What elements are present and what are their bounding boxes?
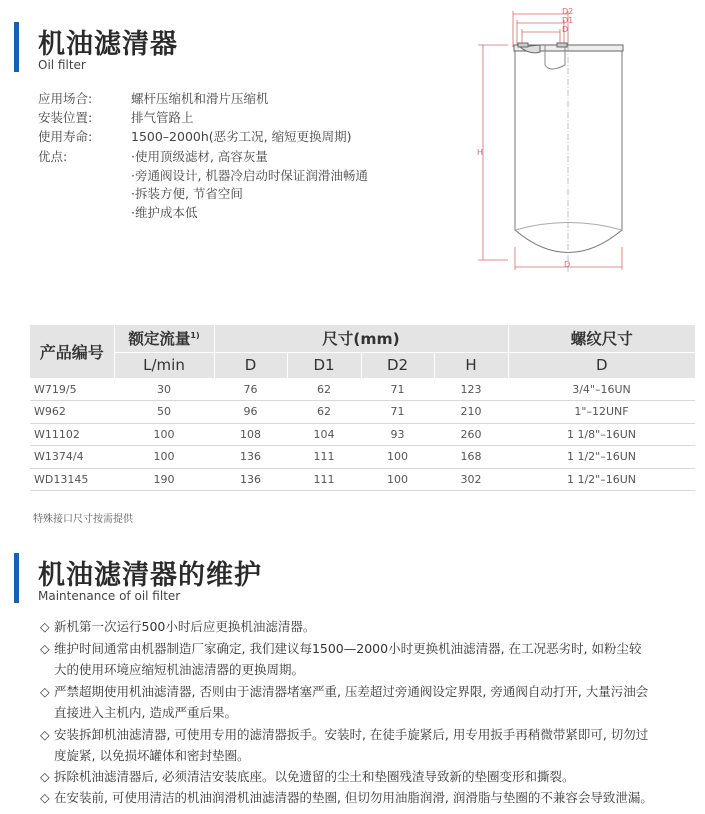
spec-advantages	[38, 147, 130, 165]
diamond-bullet-icon: ◇	[40, 727, 50, 742]
col-product	[30, 325, 114, 378]
advantage-item: ·旁通阀设计, 机器冷启动时保证润滑油畅通	[131, 168, 368, 183]
maintenance-text-cont: 度旋紧, 以免损坏罐体和密封垫圈。	[54, 748, 250, 763]
spec-table	[30, 325, 695, 491]
table-note: 特殊接口尺寸按需提供	[33, 514, 133, 525]
col-flow-footnote: 1)	[190, 331, 200, 341]
spec-label: 应用场合:	[38, 91, 93, 106]
advantage-item: ·拆装方便, 节省空间	[131, 186, 243, 201]
cell-flow: 30	[114, 378, 214, 401]
spec-value: 螺杆压缩机和滑片压缩机	[131, 91, 269, 106]
cell-d1: 62	[287, 401, 361, 424]
maintenance-text: 维护时间通常由机器制造厂家确定, 我们建议每1500—2000小时更换机油滤清器, 在工况恶劣时, 如粉尘较	[54, 641, 642, 656]
spec-value: 1500–2000h(恶劣工况, 缩短更换周期)	[131, 129, 352, 144]
maintenance-item	[40, 638, 700, 660]
table-row	[30, 446, 695, 469]
cell-flow: 100	[114, 423, 214, 446]
section-subtitle: Maintenance of oil filter	[38, 589, 181, 603]
dim-label-d2: D2	[562, 7, 574, 16]
cell-d1: 104	[287, 423, 361, 446]
diamond-bullet-icon: ◇	[40, 769, 50, 784]
cell-d2: 71	[361, 378, 434, 401]
maintenance-text: 严禁超期使用机油滤清器, 否则由于滤清器堵塞严重, 压差超过旁通阀设定界限, 旁通阀自动打开, 大量污油会	[54, 684, 649, 699]
cell-h: 168	[434, 446, 508, 469]
maintenance-text-cont: 直接进入主机内, 造成严重后果。	[54, 705, 237, 720]
col-thread	[508, 325, 695, 352]
cell-thread: 1 1/2"–16UN	[508, 446, 695, 469]
table-row	[30, 468, 695, 491]
cell-d: 136	[214, 468, 287, 491]
maintenance-text-cont: 大的使用环境应缩短机油滤清器的更换周期。	[54, 662, 305, 677]
diamond-bullet-icon: ◇	[40, 641, 50, 656]
cell-d1: 62	[287, 378, 361, 401]
section-title: 机油滤清器的维护	[38, 560, 262, 591]
cell-flow: 190	[114, 468, 214, 491]
cell-thread: 1 1/8"–16UN	[508, 423, 695, 446]
cell-thread: 1 1/2"–16UN	[508, 468, 695, 491]
maintenance-text: 新机第一次运行500小时后应更换机油滤清器。	[54, 619, 316, 634]
cell-thread: 3/4"–16UN	[508, 378, 695, 401]
spec-life	[38, 127, 352, 145]
maintenance-text: 安装拆卸机油滤清器, 可使用专用的滤清器扳手。安装时, 在徒手旋紧后, 用专用扳手再稍微带紧即可, 切勿过	[54, 727, 649, 742]
section-accent-bar	[14, 553, 19, 603]
cell-flow: 50	[114, 401, 214, 424]
spec-location	[38, 108, 194, 126]
maintenance-item	[40, 616, 700, 638]
cell-model: W11102	[30, 423, 114, 446]
maintenance-item	[40, 787, 700, 809]
spec-label: 优点:	[38, 149, 68, 164]
spec-label: 安装位置:	[38, 110, 93, 125]
cell-thread: 1"–12UNF	[508, 401, 695, 424]
table-row	[30, 378, 695, 401]
diamond-bullet-icon: ◇	[40, 684, 50, 699]
cell-h: 260	[434, 423, 508, 446]
table-row	[30, 401, 695, 424]
page-subtitle: Oil filter	[38, 58, 86, 72]
spec-application	[38, 89, 269, 107]
cell-d2: 71	[361, 401, 434, 424]
oil-filter-diagram	[470, 5, 630, 280]
col-h: H	[434, 352, 508, 378]
col-size-label: 尺寸(mm)	[322, 330, 400, 349]
dim-label-h: H	[477, 148, 484, 157]
cell-h: 302	[434, 468, 508, 491]
diamond-bullet-icon: ◇	[40, 619, 50, 634]
col-d1: D1	[287, 352, 361, 378]
cell-d1: 111	[287, 446, 361, 469]
dim-label-d: D	[562, 25, 569, 34]
maintenance-text: 拆除机油滤清器后, 必须清洁安装底座。以免遗留的尘土和垫圈残渣导致新的垫圈变形和撕裂。	[54, 769, 575, 784]
cell-flow: 100	[114, 446, 214, 469]
advantage-item: ·维护成本低	[131, 205, 198, 220]
table-row	[30, 423, 695, 446]
cell-d1: 111	[287, 468, 361, 491]
cell-d2: 100	[361, 446, 434, 469]
page-title: 机油滤清器	[38, 29, 178, 60]
advantage-item: ·使用顶级滤材, 高容灰量	[131, 149, 268, 164]
col-thread-d: D	[508, 352, 695, 378]
col-d2: D2	[361, 352, 434, 378]
maintenance-item	[40, 681, 700, 703]
col-flow-unit: L/min	[114, 352, 214, 378]
cell-d: 108	[214, 423, 287, 446]
cell-d: 96	[214, 401, 287, 424]
col-size	[214, 325, 508, 352]
col-product-label: 产品编号	[39, 343, 104, 362]
cell-model: W719/5	[30, 378, 114, 401]
cell-d2: 100	[361, 468, 434, 491]
maintenance-item	[40, 766, 700, 788]
section-accent-bar	[14, 22, 19, 72]
dim-label-d-bottom: D	[564, 260, 571, 269]
cell-h: 123	[434, 378, 508, 401]
col-flow	[114, 325, 214, 352]
col-thread-label: 螺纹尺寸	[570, 330, 633, 349]
diamond-bullet-icon: ◇	[40, 790, 50, 805]
cell-h: 210	[434, 401, 508, 424]
col-d: D	[214, 352, 287, 378]
cell-model: WD13145	[30, 468, 114, 491]
cell-d: 76	[214, 378, 287, 401]
dim-label-d1: D1	[562, 16, 574, 25]
spec-value: 排气管路上	[131, 110, 194, 125]
maintenance-text: 在安装前, 可使用清洁的机油润滑机油滤清器的垫圈, 但切勿用油脂润滑, 润滑脂与垫圈的不兼容会导致泄漏。	[54, 790, 653, 805]
cell-d: 136	[214, 446, 287, 469]
maintenance-item	[40, 724, 700, 746]
cell-d2: 93	[361, 423, 434, 446]
cell-model: W962	[30, 401, 114, 424]
cell-model: W1374/4	[30, 446, 114, 469]
spec-label: 使用寿命:	[38, 129, 93, 144]
col-flow-label: 额定流量	[128, 330, 191, 349]
